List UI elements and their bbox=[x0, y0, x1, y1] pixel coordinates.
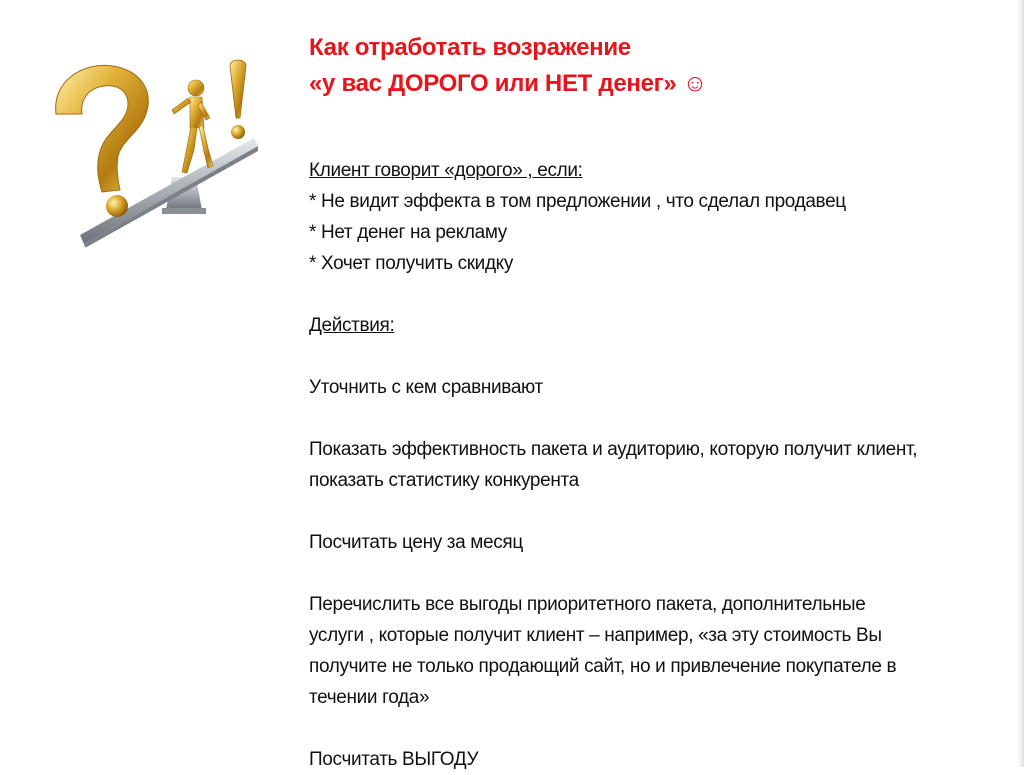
action-clarify: Уточнить с кем сравнивают bbox=[309, 377, 543, 398]
slide-title bbox=[309, 30, 707, 102]
spacer bbox=[309, 279, 1019, 310]
action-monthly-price: Посчитать цену за месяц bbox=[309, 532, 523, 553]
action-list-benefits-cont: получите не только продающий сайт, но и привлечение покупателе в bbox=[309, 656, 897, 677]
spacer bbox=[309, 403, 1019, 434]
actions-heading bbox=[309, 310, 1019, 341]
action-list-benefits-cont: услуги , которые получит клиент – например, «за эту стоимость Вы bbox=[309, 625, 882, 646]
exclamation-mark-icon bbox=[230, 60, 246, 139]
action-show-effectiveness-cont: показать статистику конкурента bbox=[309, 470, 579, 491]
spacer bbox=[309, 496, 1019, 527]
actions-heading-text: Действия: bbox=[309, 315, 395, 336]
client-says-heading bbox=[309, 155, 1019, 186]
action-show-effectiveness: Показать эффективность пакета и аудиторию, которую получит клиент, bbox=[309, 439, 918, 460]
gold-figure-icon bbox=[172, 80, 213, 173]
slide-body bbox=[309, 155, 1019, 775]
action-count-benefit: Посчитать ВЫГОДУ bbox=[309, 749, 479, 770]
client-says-heading-text: Клиент говорит «дорого» , если: bbox=[309, 160, 583, 181]
action-list-benefits-cont: течении года» bbox=[309, 687, 430, 708]
title-line-2: «у вас ДОРОГО или НЕТ денег» ☺ bbox=[309, 70, 707, 97]
illustration bbox=[44, 52, 264, 247]
question-mark-icon bbox=[56, 65, 149, 217]
spacer bbox=[309, 341, 1019, 372]
list-item: * Хочет получить скидку bbox=[309, 253, 514, 274]
spacer bbox=[309, 713, 1019, 744]
list-item: * Нет денег на рекламу bbox=[309, 222, 507, 243]
title-line-1: Как отработать возражение bbox=[309, 34, 631, 61]
list-item: * Не видит эффекта в том предложении , что сделал продавец bbox=[309, 191, 846, 212]
action-list-benefits: Перечислить все выгоды приоритетного пакета, дополнительные bbox=[309, 594, 866, 615]
spacer bbox=[309, 558, 1019, 589]
